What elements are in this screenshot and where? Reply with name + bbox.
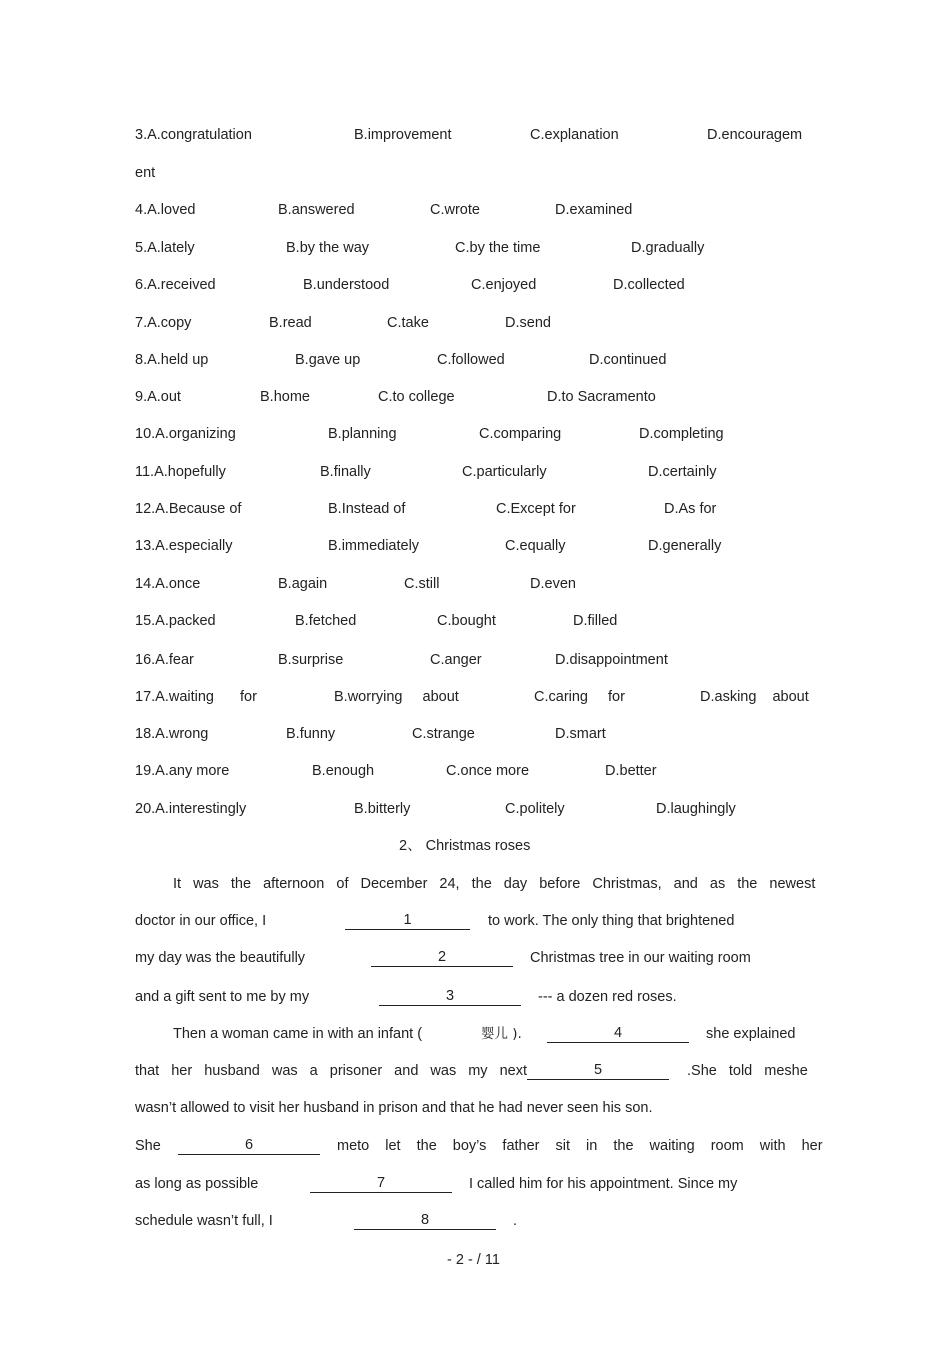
option-7d: D.send bbox=[505, 315, 551, 331]
option-15d: D.filled bbox=[573, 613, 618, 629]
option-5d: D.gradually bbox=[631, 240, 705, 256]
option-18c: C.strange bbox=[412, 726, 475, 742]
option-13d: D.generally bbox=[648, 538, 722, 554]
passage-line-9b: I called him for his appointment. Since my bbox=[469, 1176, 738, 1192]
passage-line-5b: she explained bbox=[706, 1026, 796, 1042]
option-12a: 12.A.Because of bbox=[135, 501, 242, 517]
option-10d: D.completing bbox=[639, 426, 724, 442]
blank-7[interactable]: 7 bbox=[310, 1175, 452, 1193]
option-4d: D.examined bbox=[555, 202, 633, 218]
option-7a: 7.A.copy bbox=[135, 315, 192, 331]
passage-line-4a: and a gift sent to me by my bbox=[135, 989, 310, 1005]
option-11c: C.particularly bbox=[462, 464, 547, 480]
option-14b: B.again bbox=[278, 576, 328, 592]
blank-4[interactable]: 4 bbox=[547, 1025, 689, 1043]
option-19d: D.better bbox=[605, 763, 657, 779]
blank-5[interactable]: 5 bbox=[527, 1062, 669, 1080]
option-9a: 9.A.out bbox=[135, 389, 181, 405]
passage-line-2a: doctor in our office, I bbox=[135, 913, 267, 929]
option-3b: B.improvement bbox=[354, 127, 452, 143]
passage-line-9a: as long as possible bbox=[135, 1176, 259, 1192]
option-18b: B.funny bbox=[286, 726, 336, 742]
passage-line-3a: my day was the beautifully bbox=[135, 950, 306, 966]
option-19b: B.enough bbox=[312, 763, 375, 779]
passage-line-6a: that her husband was a prisoner and was my next bbox=[135, 1063, 527, 1079]
section-title: 2、 Christmas roses bbox=[399, 838, 531, 854]
option-7b: B.read bbox=[269, 315, 312, 331]
option-9c: C.to college bbox=[378, 389, 455, 405]
option-6c: C.enjoyed bbox=[471, 277, 537, 293]
option-15b: B.fetched bbox=[295, 613, 357, 629]
option-3d-continued: ent bbox=[135, 165, 156, 181]
blank-3[interactable]: 3 bbox=[379, 988, 521, 1006]
option-8c: C.followed bbox=[437, 352, 505, 368]
option-13a: 13.A.especially bbox=[135, 538, 233, 554]
option-5a: 5.A.lately bbox=[135, 240, 195, 256]
passage-line-10b: . bbox=[513, 1213, 518, 1229]
passage-line-1: It was the afternoon of December 24, the day before Christmas, and as the newest bbox=[173, 876, 816, 892]
passage-line-8a: She bbox=[135, 1138, 161, 1154]
option-19c: C.once more bbox=[446, 763, 530, 779]
blank-1[interactable]: 1 bbox=[345, 912, 470, 930]
passage-line-3b: Christmas tree in our waiting room bbox=[530, 950, 751, 966]
option-5b: B.by the way bbox=[286, 240, 370, 256]
option-7c: C.take bbox=[387, 315, 429, 331]
option-18d: D.smart bbox=[555, 726, 606, 742]
option-14d: D.even bbox=[530, 576, 576, 592]
option-5c: C.by the time bbox=[455, 240, 541, 256]
option-20a: 20.A.interestingly bbox=[135, 801, 247, 817]
page-number: - 2 - / 11 bbox=[447, 1252, 500, 1268]
option-4c: C.wrote bbox=[430, 202, 480, 218]
passage-line-8b: meto let the boy’s father sit in the waiting room with her bbox=[337, 1138, 823, 1154]
passage-line-4b: --- a dozen red roses. bbox=[538, 989, 677, 1005]
option-8a: 8.A.held up bbox=[135, 352, 209, 368]
option-17a: 17.A.waiting for bbox=[135, 689, 257, 705]
option-14a: 14.A.once bbox=[135, 576, 201, 592]
option-11d: D.certainly bbox=[648, 464, 717, 480]
option-16b: B.surprise bbox=[278, 652, 344, 668]
option-10a: 10.A.organizing bbox=[135, 426, 236, 442]
option-12b: B.Instead of bbox=[328, 501, 406, 517]
passage-line-5-cjk: 婴儿 ). bbox=[481, 1026, 522, 1042]
option-10c: C.comparing bbox=[479, 426, 562, 442]
option-20b: B.bitterly bbox=[354, 801, 411, 817]
option-13c: C.equally bbox=[505, 538, 566, 554]
option-11b: B.finally bbox=[320, 464, 371, 480]
option-6b: B.understood bbox=[303, 277, 390, 293]
option-3c: C.explanation bbox=[530, 127, 619, 143]
passage-line-7: wasn’t allowed to visit her husband in prison and that he had never seen his son. bbox=[135, 1100, 653, 1116]
option-8b: B.gave up bbox=[295, 352, 361, 368]
option-12d: D.As for bbox=[664, 501, 717, 517]
option-9d: D.to Sacramento bbox=[547, 389, 656, 405]
passage-line-2b: to work. The only thing that brightened bbox=[488, 913, 735, 929]
option-11a: 11.A.hopefully bbox=[135, 464, 226, 480]
option-6d: D.collected bbox=[613, 277, 685, 293]
option-14c: C.still bbox=[404, 576, 440, 592]
option-15c: C.bought bbox=[437, 613, 496, 629]
option-16a: 16.A.fear bbox=[135, 652, 194, 668]
option-3d: D.encouragem bbox=[707, 127, 803, 143]
option-16c: C.anger bbox=[430, 652, 482, 668]
option-10b: B.planning bbox=[328, 426, 397, 442]
option-17d: D.asking about bbox=[700, 689, 809, 705]
option-15a: 15.A.packed bbox=[135, 613, 216, 629]
option-20c: C.politely bbox=[505, 801, 565, 817]
blank-2[interactable]: 2 bbox=[371, 949, 513, 967]
option-17c: C.caring for bbox=[534, 689, 625, 705]
option-4b: B.answered bbox=[278, 202, 355, 218]
blank-6[interactable]: 6 bbox=[178, 1137, 320, 1155]
option-4a: 4.A.loved bbox=[135, 202, 196, 218]
option-13b: B.immediately bbox=[328, 538, 420, 554]
passage-line-10a: schedule wasn’t full, I bbox=[135, 1213, 273, 1229]
blank-8[interactable]: 8 bbox=[354, 1212, 496, 1230]
option-6a: 6.A.received bbox=[135, 277, 216, 293]
passage-line-5a: Then a woman came in with an infant ( bbox=[173, 1026, 423, 1042]
option-20d: D.laughingly bbox=[656, 801, 736, 817]
option-16d: D.disappointment bbox=[555, 652, 668, 668]
option-19a: 19.A.any more bbox=[135, 763, 230, 779]
option-12c: C.Except for bbox=[496, 501, 576, 517]
option-9b: B.home bbox=[260, 389, 310, 405]
option-3a: 3.A.congratulation bbox=[135, 127, 252, 143]
option-18a: 18.A.wrong bbox=[135, 726, 209, 742]
passage-line-6b: .She told meshe bbox=[687, 1063, 808, 1079]
option-17b: B.worrying about bbox=[334, 689, 459, 705]
option-8d: D.continued bbox=[589, 352, 667, 368]
